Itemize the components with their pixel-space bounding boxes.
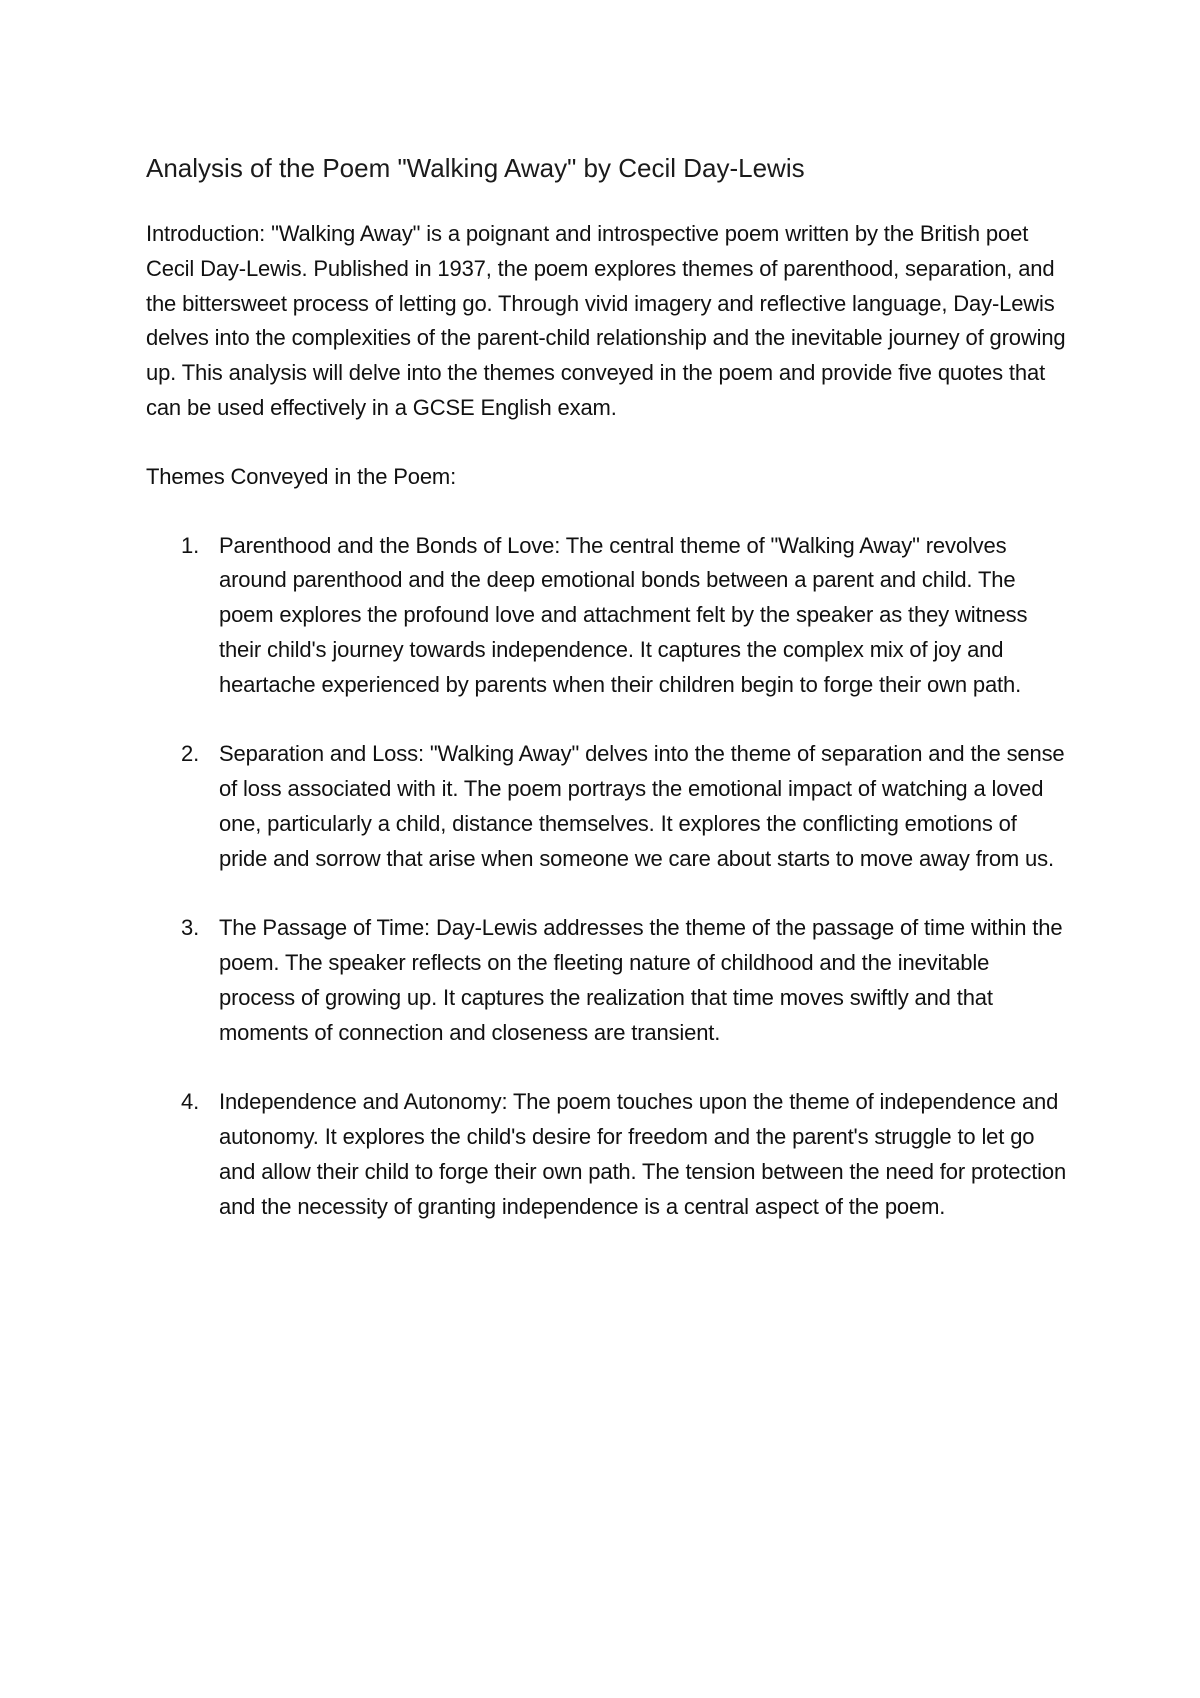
theme-text: Independence and Autonomy: The poem touches upon the theme of independence and autonomy. It explores the child's desire for freedom and the parent's struggle to let go and allow their child to forge their own path. The tension between the need for protection and the necessity of granting independence is a central aspect of the poem. [219,1089,1067,1219]
theme-item-2 [146,737,1069,876]
theme-text: The Passage of Time: Day-Lewis addresses the theme of the passage of time within the poem. The speaker reflects on the fleeting nature of childhood and the inevitable process of growing up. It captures the realization that time moves swiftly and that moments of connection and closeness are transient. [219,915,1063,1045]
theme-number: 4. [181,1089,200,1115]
theme-number: 2. [181,741,200,767]
theme-text: Parenthood and the Bonds of Love: The central theme of "Walking Away" revolves around parenthood and the deep emotional bonds between a parent and child. The poem explores the profound love and attachment felt by the speaker as they witness their child's journey towards independence. It captures the complex mix of joy and heartache experienced by parents when their children begin to forge their own path. [219,532,1028,697]
introduction-paragraph: Introduction: "Walking Away" is a poignant and introspective poem written by the British poet Cecil Day-Lewis. Published in 1937, the poem explores themes of parenthood, separation, and the bittersweet process of letting go. Through vivid imagery and reflective language, Day-Lewis delves into the complexities of the parent-child relationship and the inevitable journey of growing up. This analysis will delve into the themes conveyed in the poem and provide five quotes that can be used effectively in a GCSE English exam. [146,221,1066,420]
theme-text: Separation and Loss: "Walking Away" delves into the theme of separation and the sense of loss associated with it. The poem portrays the emotional impact of watching a loved one, particularly a child, distance themselves. It explores the conflicting emotions of pride and sorrow that arise when someone we care about starts to move away from us. [219,741,1065,871]
theme-number: 1. [181,532,200,558]
theme-item-3 [146,911,1069,1050]
theme-item-1 [146,529,1069,703]
themes-heading: Themes Conveyed in the Poem: [146,463,457,489]
theme-item-4 [146,1085,1069,1224]
themes-list [146,529,1070,1225]
document-title: Analysis of the Poem "Walking Away" by Cecil Day-Lewis [146,153,805,183]
theme-number: 3. [181,915,200,941]
